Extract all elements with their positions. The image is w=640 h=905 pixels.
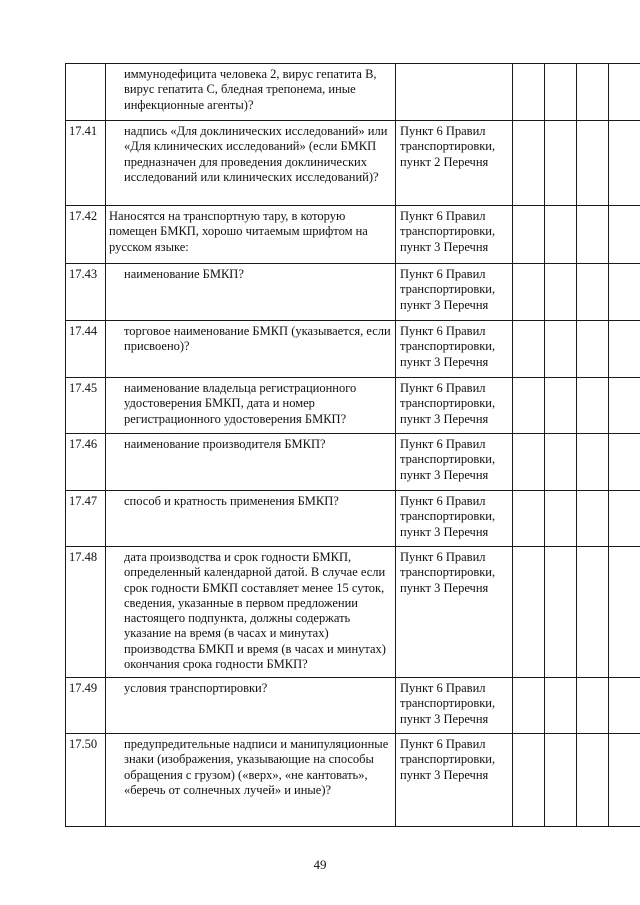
reference-cell: Пункт 6 Правил транспортировки, пункт 3 Перечня xyxy=(396,321,513,378)
answer-yes-cell xyxy=(513,434,545,491)
reference-cell: Пункт 6 Правил транспортировки, пункт 3 Перечня xyxy=(396,491,513,547)
row-number: 17.47 xyxy=(66,491,106,547)
answer-no-cell xyxy=(545,264,577,321)
answer-yes-cell xyxy=(513,678,545,734)
answer-no-cell xyxy=(545,678,577,734)
row-number: 17.41 xyxy=(66,121,106,206)
reference-cell: Пункт 6 Правил транспортировки, пункт 3 Перечня xyxy=(396,734,513,827)
note-cell xyxy=(609,206,640,264)
question-text: надпись «Для доклинических исследований» или «Для клинических исследований» (если БМКП предназначен для проведения доклинических исследований или клинических исследований)? xyxy=(124,124,388,184)
question-cell xyxy=(106,491,396,547)
answer-yes-cell xyxy=(513,121,545,206)
question-cell xyxy=(106,678,396,734)
table-row xyxy=(66,491,640,547)
row-number: 17.42 xyxy=(66,206,106,264)
answer-yes-cell xyxy=(513,547,545,678)
question-text: наименование производителя БМКП? xyxy=(124,437,326,451)
answer-no-cell xyxy=(545,734,577,827)
row-number: 17.46 xyxy=(66,434,106,491)
table-row xyxy=(66,547,640,678)
note-cell xyxy=(609,321,640,378)
reference-cell: Пункт 6 Правил транспортировки, пункт 3 Перечня xyxy=(396,434,513,491)
reference-cell xyxy=(396,64,513,121)
reference-cell: Пункт 6 Правил транспортировки, пункт 3 Перечня xyxy=(396,206,513,264)
answer-na-cell xyxy=(577,491,609,547)
question-text: торговое наименование БМКП (указывается, если присвоено)? xyxy=(124,324,391,354)
table-row xyxy=(66,206,640,264)
question-cell xyxy=(106,264,396,321)
question-cell xyxy=(106,378,396,434)
reference-cell: Пункт 6 Правил транспортировки, пункт 3 Перечня xyxy=(396,378,513,434)
answer-no-cell xyxy=(545,547,577,678)
question-text: иммунодефицита человека 2, вирус гепатита В, вирус гепатита С, бледная трепонема, иные инфекционные агенты)? xyxy=(124,67,377,112)
answer-yes-cell xyxy=(513,64,545,121)
answer-no-cell xyxy=(545,378,577,434)
answer-na-cell xyxy=(577,321,609,378)
reference-cell: Пункт 6 Правил транспортировки, пункт 3 Перечня xyxy=(396,547,513,678)
note-cell xyxy=(609,264,640,321)
question-text: Наносятся на транспортную тару, в которую помещен БМКП, хорошо читаемым шрифтом на русском языке: xyxy=(109,209,368,254)
question-cell xyxy=(106,206,396,264)
row-number: 17.50 xyxy=(66,734,106,827)
reference-cell: Пункт 6 Правил транспортировки, пункт 3 Перечня xyxy=(396,264,513,321)
table-row xyxy=(66,321,640,378)
row-number: 17.45 xyxy=(66,378,106,434)
question-text: дата производства и срок годности БМКП, определенный календарной датой. В случае если срок годности БМКП составляет менее 15 суток, сведения, указанные в первом предложении настоящего подпункта, должны содержать указание на время (в часах и минутах) производства БМКП и время (в часах и минутах) окончания срока годности БМКП? xyxy=(124,550,386,672)
table-row xyxy=(66,64,640,121)
answer-na-cell xyxy=(577,678,609,734)
row-number: 17.49 xyxy=(66,678,106,734)
answer-yes-cell xyxy=(513,491,545,547)
answer-yes-cell xyxy=(513,734,545,827)
note-cell xyxy=(609,378,640,434)
row-number: 17.44 xyxy=(66,321,106,378)
answer-yes-cell xyxy=(513,264,545,321)
row-number: 17.43 xyxy=(66,264,106,321)
note-cell xyxy=(609,547,640,678)
question-text: наименование БМКП? xyxy=(124,267,244,281)
note-cell xyxy=(609,434,640,491)
checklist-table xyxy=(65,63,640,827)
answer-yes-cell xyxy=(513,321,545,378)
answer-yes-cell xyxy=(513,378,545,434)
answer-no-cell xyxy=(545,321,577,378)
answer-na-cell xyxy=(577,547,609,678)
answer-na-cell xyxy=(577,264,609,321)
note-cell xyxy=(609,734,640,827)
answer-na-cell xyxy=(577,434,609,491)
reference-cell: Пункт 6 Правил транспортировки, пункт 3 Перечня xyxy=(396,678,513,734)
table-row xyxy=(66,678,640,734)
question-cell xyxy=(106,734,396,827)
question-text: наименование владельца регистрационного удостоверения БМКП, дата и номер регистрационного удостоверения БМКП? xyxy=(124,381,357,426)
question-cell xyxy=(106,434,396,491)
question-text: способ и кратность применения БМКП? xyxy=(124,494,339,508)
answer-na-cell xyxy=(577,121,609,206)
reference-cell: Пункт 6 Правил транспортировки, пункт 2 Перечня xyxy=(396,121,513,206)
question-cell xyxy=(106,121,396,206)
answer-na-cell xyxy=(577,64,609,121)
question-text: предупредительные надписи и манипуляционные знаки (изображения, указывающие на способы обращения с грузом) («верх», «не кантовать», «беречь от солнечных лучей» и иные)? xyxy=(124,737,389,797)
row-number: 17.48 xyxy=(66,547,106,678)
answer-no-cell xyxy=(545,434,577,491)
answer-na-cell xyxy=(577,378,609,434)
table-row xyxy=(66,264,640,321)
note-cell xyxy=(609,678,640,734)
answer-no-cell xyxy=(545,491,577,547)
answer-yes-cell xyxy=(513,206,545,264)
note-cell xyxy=(609,64,640,121)
question-text: условия транспортировки? xyxy=(124,681,268,695)
note-cell xyxy=(609,121,640,206)
answer-na-cell xyxy=(577,734,609,827)
page-number: 49 xyxy=(313,857,327,872)
answer-no-cell xyxy=(545,206,577,264)
table-row xyxy=(66,378,640,434)
table-row xyxy=(66,434,640,491)
answer-no-cell xyxy=(545,121,577,206)
table-row xyxy=(66,734,640,827)
answer-no-cell xyxy=(545,64,577,121)
note-cell xyxy=(609,491,640,547)
answer-na-cell xyxy=(577,206,609,264)
table-row xyxy=(66,121,640,206)
question-cell xyxy=(106,547,396,678)
question-cell xyxy=(106,64,396,121)
row-number xyxy=(66,64,106,121)
question-cell xyxy=(106,321,396,378)
